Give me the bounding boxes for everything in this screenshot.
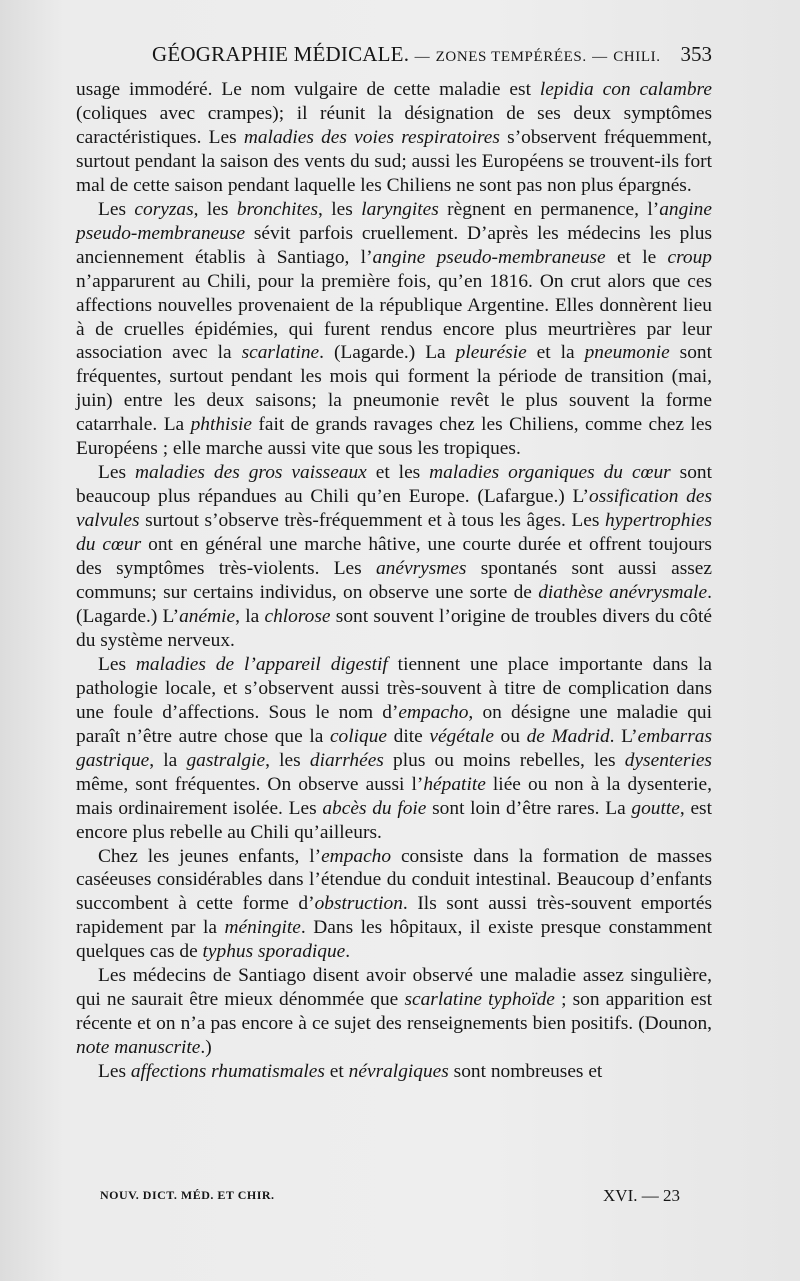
running-header	[76, 42, 712, 72]
text-run: Les	[98, 198, 135, 220]
italic-term: phthisie	[190, 414, 252, 436]
italic-term: obstruction	[314, 893, 403, 915]
text-run: même, sont fréquentes. On observe aussi l’	[76, 773, 424, 795]
text-run: Les	[98, 462, 135, 484]
text-run: sont nombreuses et	[448, 1061, 603, 1083]
italic-term: pleurésie	[455, 342, 527, 364]
text-run: . Dans les hôpitaux, il existe presque constamment quelques cas de	[76, 917, 712, 963]
text-run: . Ils sont aussi très-souvent emportés rapidement par la	[76, 893, 712, 939]
text-run: et les	[366, 462, 430, 484]
italic-term: note manuscrite	[76, 1037, 201, 1059]
text-run: et la	[526, 342, 585, 364]
italic-term: dysenteries	[624, 749, 712, 771]
italic-term: laryngites	[361, 198, 439, 220]
paragraph	[76, 845, 712, 965]
italic-term: névralgiques	[348, 1061, 449, 1083]
page-footer	[100, 1186, 680, 1210]
italic-term: empacho	[321, 845, 392, 867]
italic-term: angine pseudo-membraneuse	[372, 246, 606, 268]
text-run: et	[324, 1061, 349, 1083]
italic-term: angine pseudo-membraneuse	[76, 198, 712, 244]
italic-term: diarrhées	[309, 749, 384, 771]
text-run: règnent en permanence, l’	[438, 198, 660, 220]
paragraph	[76, 964, 712, 1060]
italic-term: affections rhumatismales	[130, 1061, 325, 1083]
paragraph	[76, 1060, 712, 1084]
text-run: Les	[98, 1061, 131, 1083]
text-run: sont souvent l’origine de troubles divers du côté du système nerveux.	[76, 605, 712, 651]
text-run: ; son apparition est récente et on n’a pas encore à ce sujet des renseignements bien positifs. (Dounon,	[76, 989, 713, 1035]
running-title	[152, 42, 661, 67]
text-run: , les	[193, 198, 237, 220]
italic-term: coryzas	[134, 198, 194, 220]
italic-term: scarlatine typhoïde	[404, 989, 555, 1011]
text-run: sont loin d’être rares. La	[426, 797, 632, 819]
italic-term: de Madrid	[526, 725, 610, 747]
text-run: fait de grands ravages chez les Chiliens, comme chez les Européens ; elle marche aussi vite que sous les tropiques.	[76, 414, 712, 460]
text-run: n’apparurent au Chili, pour la première fois, qu’en 1816. On crut alors que ces affections nouvelles provenaient de la république Argentine. Elles donnèrent lieu à de cruelles épidémies, qui furent rendus encore plus meurtrières par leur association avec la	[76, 270, 712, 364]
text-run: Chez les jeunes enfants, l’	[98, 845, 322, 867]
italic-term: pneumonie	[584, 342, 670, 364]
italic-term: maladies des voies respiratoires	[243, 126, 500, 148]
header-separator: —	[414, 49, 431, 65]
header-subtitle: ZONES TEMPÉRÉES.	[435, 49, 587, 65]
italic-term: empacho	[398, 701, 469, 723]
paragraph	[76, 198, 712, 461]
text-run: , est encore plus rebelle au Chili qu’ailleurs.	[76, 797, 712, 843]
text-run: sont fréquentes, surtout pendant les mois qui forment la période de transition (mai, juin) entre les deux saisons; la pneumonie revêt le plus souvent la forme catarrhale. La	[76, 342, 712, 436]
italic-term: maladies de l’appareil digestif	[135, 653, 388, 675]
text-run: , la	[235, 605, 265, 627]
text-run: . (Lagarde.) La	[319, 342, 456, 364]
header-region: CHILI.	[613, 49, 661, 65]
paragraph	[76, 78, 712, 198]
text-run: sont beaucoup plus répandues au Chili qu’en Europe. (Lafargue.) L’	[76, 462, 713, 508]
italic-term: diathèse anévrysmale	[538, 582, 708, 604]
italic-term: bronchites	[236, 198, 319, 220]
text-run: plus ou moins rebelles, les	[383, 749, 625, 771]
paragraph	[76, 461, 712, 653]
text-run: spontanés sont aussi assez communs; sur certains individus, on observe une sorte de	[76, 558, 712, 604]
italic-term: hypertrophies du cœur	[76, 510, 712, 556]
text-run: s’observent fréquemment, surtout pendant la saison des vents du sud; aussi les Européens se trouvent-ils fort mal de cette saison pendant laquelle les Chiliens ne sont pas non plus épargnés.	[76, 126, 712, 196]
text-run: (coliques avec crampes); il réunit la désignation de ses deux symptômes caractéristiques. Les	[76, 102, 712, 148]
text-run: , les	[318, 198, 362, 220]
italic-term: colique	[329, 725, 388, 747]
page-number: 353	[680, 42, 712, 66]
italic-term: typhus sporadique	[202, 941, 346, 963]
text-run: . L’	[609, 725, 638, 747]
header-separator: —	[592, 49, 608, 65]
text-run: Les	[98, 653, 136, 675]
text-run: .	[345, 941, 351, 963]
text-run: surtout s’observe très-fréquemment et à tous les âges. Les	[139, 510, 605, 532]
italic-term: chlorose	[264, 605, 331, 627]
paragraph	[76, 653, 712, 845]
text-run: sévit parfois cruellement. D’après les médecins les plus anciennement établis à Santiago, l’	[76, 222, 712, 268]
text-run: ou	[493, 725, 527, 747]
italic-term: végétale	[429, 725, 494, 747]
italic-term: anévrysmes	[375, 558, 467, 580]
text-run: liée ou non à la dysenterie, mais ordinairement isolée. Les	[76, 773, 712, 819]
footer-volume: XVI. — 23	[603, 1186, 680, 1205]
text-run: et le	[605, 246, 668, 268]
body-text	[76, 78, 712, 1084]
text-run: , la	[149, 749, 187, 771]
text-run: usage immodéré. Le nom vulgaire de cette maladie est	[76, 79, 540, 100]
italic-term: gastralgie	[186, 749, 266, 771]
text-run: .)	[200, 1037, 212, 1059]
italic-term: abcès du foie	[322, 797, 427, 819]
italic-term: hépatite	[423, 773, 486, 795]
text-run: . (Lagarde.) L’	[76, 582, 712, 627]
italic-term: maladies des gros vaisseaux	[134, 462, 367, 484]
italic-term: scarlatine	[241, 342, 320, 364]
text-run: ont en général une marche hâtive, une courte durée et offrent toujours des symptômes très-violents. Les	[76, 534, 712, 580]
footer-signature: NOUV. DICT. MÉD. ET CHIR.	[100, 1188, 275, 1202]
italic-term: maladies organiques du cœur	[429, 462, 671, 484]
italic-term: embarras gastrique	[76, 725, 712, 771]
italic-term: lepidia con calambre	[539, 79, 712, 100]
italic-term: méningite	[224, 917, 301, 939]
italic-term: goutte	[631, 797, 680, 819]
text-run: tiennent une place importante dans la pathologie locale, et s’observent aussi très-souvent à titre de complication dans une foule d’affections. Sous le nom d’	[76, 653, 712, 723]
italic-term: croup	[667, 246, 712, 268]
text-run: Les médecins de Santiago disent avoir observé une maladie assez singulière, qui ne saurait être mieux dénommée que	[76, 965, 712, 1011]
italic-term: ossification des valvules	[76, 486, 712, 532]
text-run: , les	[265, 749, 310, 771]
header-title: GÉOGRAPHIE MÉDICALE.	[152, 42, 410, 66]
text-run: , on désigne une maladie qui paraît n’être autre chose que la	[76, 701, 712, 747]
text-run: dite	[387, 725, 430, 747]
text-run: consiste dans la formation de masses caséeuses considérables dans l’étendue du conduit intestinal. Beaucoup d’enfants succombent à cette forme d’	[76, 845, 712, 915]
italic-term: anémie	[179, 605, 236, 627]
